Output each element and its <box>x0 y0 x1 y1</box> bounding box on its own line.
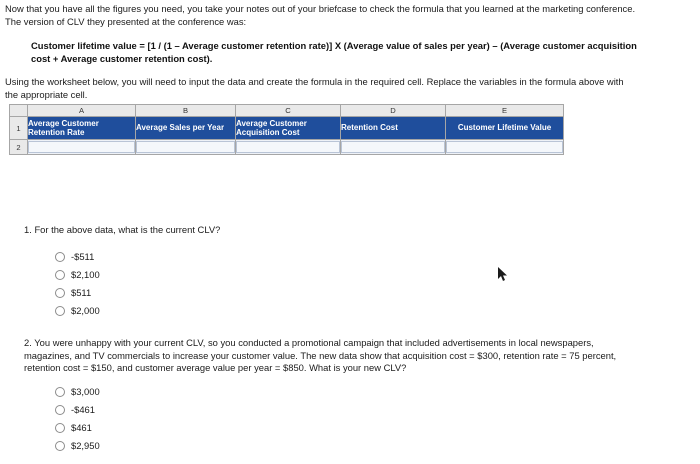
question-1-options <box>55 248 100 320</box>
header-cell-c1[interactable]: Average Customer Acquisition Cost <box>236 117 341 140</box>
radio-button-icon[interactable] <box>55 288 65 298</box>
cell-a2[interactable] <box>28 140 136 155</box>
option-1-d[interactable] <box>55 302 100 320</box>
option-1-d-label: $2,000 <box>71 304 100 316</box>
intro-paragraph: Now that you have all the figures you need, you take your notes out of your briefcase to check the formula that you learned at the marketing conference. The version of CLV they presented at the conference was: <box>5 3 636 27</box>
question-2-options <box>55 383 100 455</box>
table-row <box>10 117 564 140</box>
question-1-text: For the above data, what is the current CLV? <box>34 224 221 235</box>
question-2 <box>24 337 624 375</box>
clv-formula: Customer lifetime value = [1 / (1 – Average customer retention rate)] X (Average value of sales per year) – (Average customer acquisition cost + Average customer retention cost). <box>31 40 637 64</box>
column-letter-e[interactable]: E <box>446 105 564 117</box>
cell-input-e2[interactable] <box>446 141 563 153</box>
row-number-1[interactable]: 1 <box>10 117 28 140</box>
mouse-pointer-icon <box>498 267 508 281</box>
option-2-a[interactable] <box>55 383 100 401</box>
cell-d2[interactable] <box>341 140 446 155</box>
worksheet-instructions: Using the worksheet below, you will need to input the data and create the formula in the required cell. Replace the variables in the formula above with the appropriate cell. <box>5 76 624 100</box>
cell-input-c2[interactable] <box>236 141 340 153</box>
option-2-b[interactable] <box>55 401 100 419</box>
cell-input-b2[interactable] <box>136 141 235 153</box>
column-letter-row <box>10 105 564 117</box>
worksheet-table <box>9 104 564 155</box>
radio-button-icon[interactable] <box>55 306 65 316</box>
option-2-c[interactable] <box>55 419 100 437</box>
column-letter-b[interactable]: B <box>136 105 236 117</box>
cell-e2[interactable] <box>446 140 564 155</box>
option-1-a[interactable] <box>55 248 100 266</box>
cell-b2[interactable] <box>136 140 236 155</box>
radio-button-icon[interactable] <box>55 441 65 451</box>
question-2-text: You were unhappy with your current CLV, so you conducted a promotional campaign that included advertisements in local newspapers, magazines, and TV commercials to increase your customer value. The new data show that acquisition cost = $300, retention rate = 75 percent, retention cost = $150, and customer average value per year = $850. What is your new CLV? <box>24 337 617 374</box>
radio-button-icon[interactable] <box>55 387 65 397</box>
question-2-number: 2. <box>24 337 32 348</box>
corner-cell <box>10 105 28 117</box>
question-1-number: 1. <box>24 224 32 235</box>
cell-input-d2[interactable] <box>341 141 445 153</box>
option-1-c[interactable] <box>55 284 100 302</box>
option-2-d-label: $2,950 <box>71 439 100 451</box>
option-2-c-label: $461 <box>71 421 92 433</box>
option-1-b-label: $2,100 <box>71 268 100 280</box>
header-cell-e1[interactable]: Customer Lifetime Value <box>446 117 564 140</box>
option-2-b-label: -$461 <box>71 403 95 415</box>
question-1 <box>24 224 444 237</box>
column-letter-d[interactable]: D <box>341 105 446 117</box>
row-number-2[interactable]: 2 <box>10 140 28 155</box>
column-letter-c[interactable]: C <box>236 105 341 117</box>
table-row <box>10 140 564 155</box>
option-2-a-label: $3,000 <box>71 385 100 397</box>
header-cell-a1[interactable]: Average Customer Retention Rate <box>28 117 136 140</box>
option-1-b[interactable] <box>55 266 100 284</box>
cell-c2[interactable] <box>236 140 341 155</box>
header-cell-b1[interactable]: Average Sales per Year <box>136 117 236 140</box>
radio-button-icon[interactable] <box>55 270 65 280</box>
column-letter-a[interactable]: A <box>28 105 136 117</box>
option-1-a-label: -$511 <box>71 250 95 262</box>
header-cell-d1[interactable]: Retention Cost <box>341 117 446 140</box>
cell-input-a2[interactable] <box>28 141 135 153</box>
radio-button-icon[interactable] <box>55 405 65 415</box>
radio-button-icon[interactable] <box>55 252 65 262</box>
option-2-d[interactable] <box>55 437 100 455</box>
option-1-c-label: $511 <box>71 286 92 298</box>
radio-button-icon[interactable] <box>55 423 65 433</box>
